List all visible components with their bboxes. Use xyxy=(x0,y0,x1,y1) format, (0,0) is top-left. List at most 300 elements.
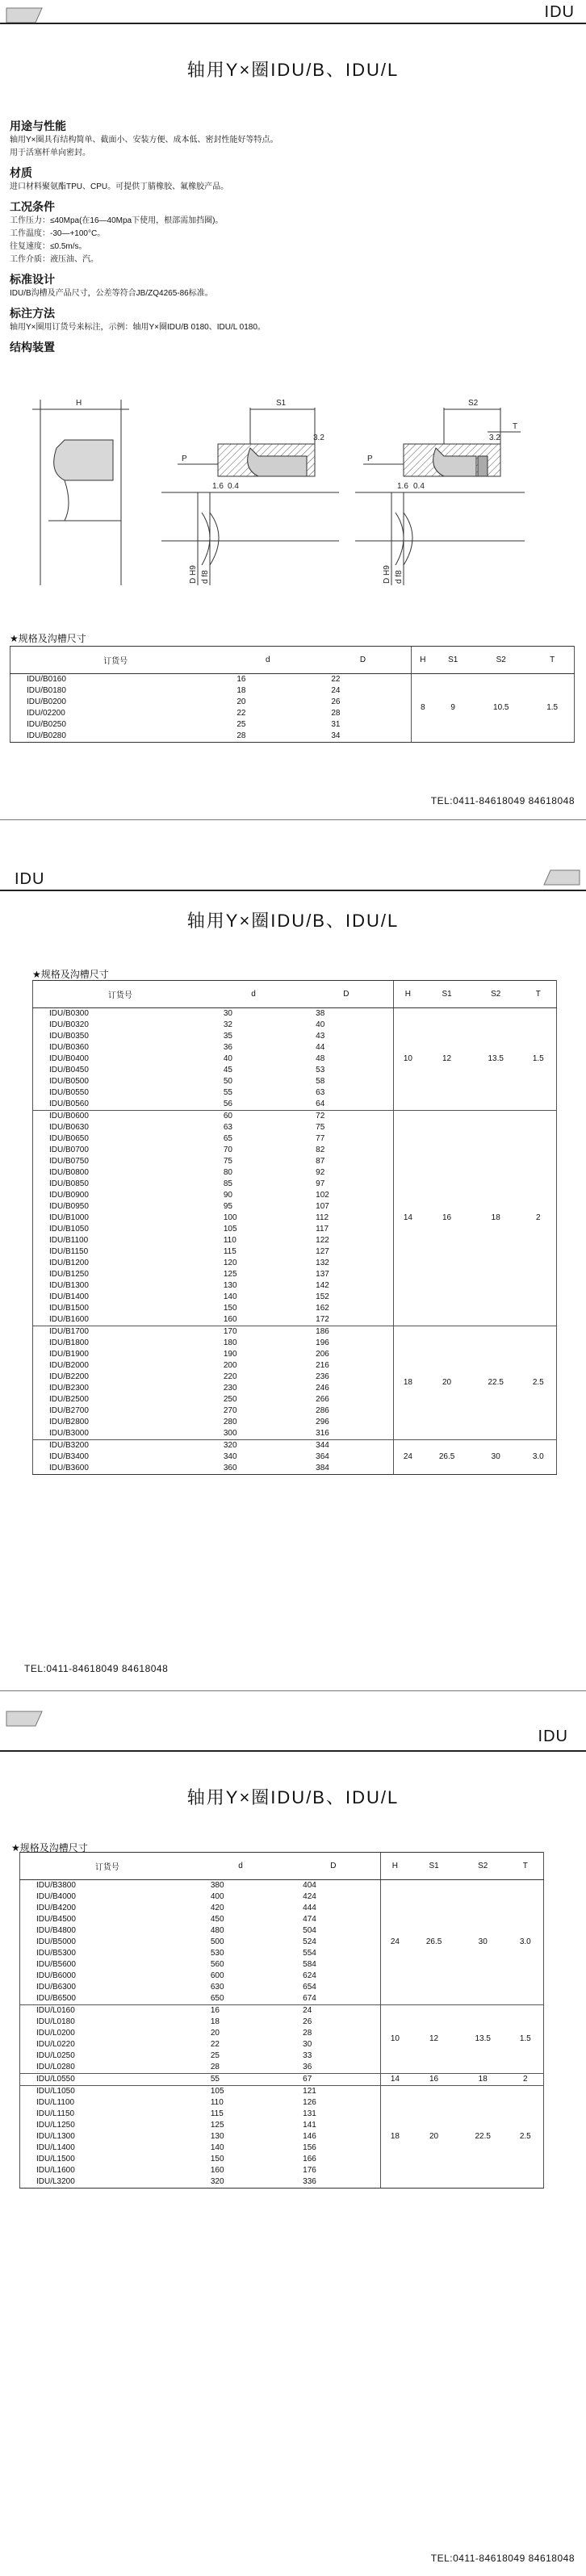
cell-order-no: IDU/B0160 xyxy=(10,674,221,686)
cell-S2: 22.5 xyxy=(471,1326,521,1440)
cell-order-no: IDU/B0300 xyxy=(33,1008,207,1020)
cell-d: 500 xyxy=(210,1937,224,1946)
cell-order-no: IDU/B0350 xyxy=(33,1031,207,1042)
cell-d: 170 xyxy=(207,1326,299,1338)
cell-order-no: IDU/B0250 xyxy=(10,719,221,731)
cell-D: 58 xyxy=(316,1077,325,1086)
header-H: H xyxy=(380,1853,409,1880)
cell-order-no: IDU/B0950 xyxy=(33,1201,207,1213)
dim-label-bore-2: D H9 xyxy=(383,565,391,584)
cell-D: 524 xyxy=(303,1937,316,1946)
cell-D: 142 xyxy=(316,1281,329,1290)
table-row xyxy=(20,2086,544,2098)
cell-S2: 18 xyxy=(471,1111,521,1326)
cell-H: 10 xyxy=(393,1008,422,1111)
cell-d: 200 xyxy=(223,1361,237,1370)
header-order-no: 订货号 xyxy=(33,981,207,1008)
text-marking: 轴用Y×圈用订货号来标注，示例：轴用Y×圈IDU/B 0180、IDU/L 0180。 xyxy=(10,323,266,332)
cell-D: 344 xyxy=(299,1440,393,1452)
cell-S2: 18 xyxy=(458,2074,508,2086)
cell-order-no: IDU/B0630 xyxy=(33,1122,207,1133)
cell-D: 186 xyxy=(299,1326,393,1338)
cell-order-no: IDU/B0700 xyxy=(33,1145,207,1156)
cell-D: 64 xyxy=(316,1100,325,1108)
cell-order-no: IDU/02200 xyxy=(10,708,221,719)
page-header xyxy=(0,1703,586,1752)
cell-order-no: IDU/L1250 xyxy=(20,2120,195,2131)
cell-H: 14 xyxy=(380,2074,409,2086)
cell-d: 22 xyxy=(236,709,246,718)
cell-order-no: IDU/B1800 xyxy=(33,1338,207,1349)
cell-d: 400 xyxy=(210,1892,224,1901)
cell-order-no: IDU/B1900 xyxy=(33,1349,207,1360)
page-header xyxy=(0,848,586,896)
table-row xyxy=(33,1008,557,1020)
header-D: D xyxy=(315,647,411,674)
cell-H: 18 xyxy=(380,2086,409,2189)
cell-D: 266 xyxy=(316,1395,329,1404)
cell-D: 236 xyxy=(316,1372,329,1381)
cell-S1: 16 xyxy=(422,1111,471,1326)
cell-d: 480 xyxy=(210,1926,224,1935)
cell-order-no: IDU/B1200 xyxy=(33,1258,207,1269)
cell-d: 40 xyxy=(223,1054,232,1063)
cell-D: 40 xyxy=(316,1020,325,1029)
cell-d: 65 xyxy=(223,1134,232,1143)
cell-order-no: IDU/B0400 xyxy=(33,1053,207,1065)
text-pressure: 工作压力：≤40Mpa(在16—40Mpa下使用，根部需加挡圈)。 xyxy=(10,216,224,225)
cell-S2: 10.5 xyxy=(471,674,530,743)
cell-d: 20 xyxy=(210,2029,220,2038)
cell-D: 48 xyxy=(316,1054,325,1063)
header-S2: S2 xyxy=(471,647,530,674)
cell-d: 650 xyxy=(210,1994,224,2003)
header-S1: S1 xyxy=(409,1853,458,1880)
cell-S2: 13.5 xyxy=(471,1008,521,1111)
cell-order-no: IDU/B1000 xyxy=(33,1213,207,1224)
cell-d: 60 xyxy=(207,1111,299,1123)
cell-d: 340 xyxy=(223,1452,237,1461)
cell-order-no: IDU/B3200 xyxy=(33,1440,207,1452)
cell-d: 300 xyxy=(223,1429,237,1438)
heading-marking: 标注方法 xyxy=(10,307,55,320)
cell-order-no: IDU/B5600 xyxy=(20,1959,195,1971)
cell-D: 504 xyxy=(303,1926,316,1935)
cell-d: 630 xyxy=(210,1983,224,1992)
cell-order-no: IDU/L3200 xyxy=(20,2176,195,2189)
cell-D: 404 xyxy=(287,1880,380,1892)
cell-D: 24 xyxy=(287,2005,380,2017)
cell-D: 316 xyxy=(316,1429,329,1438)
header-T: T xyxy=(530,647,574,674)
header-S1: S1 xyxy=(422,981,471,1008)
cell-d: 95 xyxy=(223,1202,232,1211)
cell-T: 2.5 xyxy=(521,1326,557,1440)
cell-D: 121 xyxy=(287,2086,380,2098)
cell-D: 34 xyxy=(315,731,411,743)
cell-D: 122 xyxy=(316,1236,329,1245)
cell-order-no: IDU/L0250 xyxy=(20,2050,195,2062)
cell-d: 18 xyxy=(210,2017,220,2026)
cell-D: 67 xyxy=(287,2074,380,2086)
dim-label-roughness-2: 3.2 xyxy=(489,434,500,442)
cell-order-no: IDU/B4800 xyxy=(20,1925,195,1937)
cell-order-no: IDU/L0200 xyxy=(20,2028,195,2039)
cell-D: 77 xyxy=(316,1134,325,1143)
header-d: d xyxy=(195,1853,287,1880)
dim-label-t: T xyxy=(513,422,518,431)
cell-T: 1.5 xyxy=(508,2005,544,2074)
header-S1: S1 xyxy=(434,647,471,674)
cell-D: 26 xyxy=(303,2017,312,2026)
cell-d: 85 xyxy=(223,1179,232,1188)
dim-label-radius-1: 0.4 xyxy=(228,482,239,491)
cell-d: 110 xyxy=(223,1236,236,1245)
cell-S1: 9 xyxy=(434,674,471,743)
cell-order-no: IDU/B0900 xyxy=(33,1190,207,1201)
cell-S2: 13.5 xyxy=(458,2005,508,2074)
header-T: T xyxy=(521,981,557,1008)
cell-order-no: IDU/B5300 xyxy=(20,1948,195,1959)
cell-D: 53 xyxy=(316,1066,325,1074)
cell-D: 102 xyxy=(316,1191,329,1200)
cell-D: 132 xyxy=(316,1259,329,1267)
cell-D: 654 xyxy=(303,1983,316,1992)
cell-d: 380 xyxy=(195,1880,287,1892)
cell-S1: 26.5 xyxy=(409,1880,458,2005)
cell-d: 160 xyxy=(223,1315,237,1324)
cell-d: 250 xyxy=(223,1395,237,1404)
cell-order-no: IDU/B0320 xyxy=(33,1020,207,1031)
section-title: ★规格及沟槽尺寸 xyxy=(32,969,109,980)
header-H: H xyxy=(411,647,434,674)
cell-D: 127 xyxy=(316,1247,329,1256)
cell-D: 336 xyxy=(287,2176,380,2189)
cell-D: 296 xyxy=(316,1418,329,1426)
cell-order-no: IDU/B0850 xyxy=(33,1179,207,1190)
cell-d: 560 xyxy=(210,1960,224,1969)
cell-D: 137 xyxy=(316,1270,329,1279)
header-S2: S2 xyxy=(471,981,521,1008)
cell-H: 24 xyxy=(380,1880,409,2005)
cell-D: 584 xyxy=(303,1960,316,1969)
cell-d: 150 xyxy=(223,1304,237,1313)
cell-D: 33 xyxy=(303,2051,312,2060)
cell-order-no: IDU/L1600 xyxy=(20,2165,195,2176)
spec-table-3 xyxy=(19,1852,544,2189)
cell-d: 320 xyxy=(207,1440,299,1452)
cell-D: 624 xyxy=(303,1971,316,1980)
table-row xyxy=(20,2074,544,2086)
cell-D: 131 xyxy=(303,2109,316,2118)
cell-d: 190 xyxy=(223,1350,237,1359)
dim-label-s1: S1 xyxy=(276,399,287,408)
text-speed: 往复速度：≤0.5m/s。 xyxy=(10,242,87,251)
cell-d: 45 xyxy=(223,1066,232,1074)
cell-order-no: IDU/B0280 xyxy=(10,731,221,743)
page-2 xyxy=(0,848,586,1695)
cell-order-no: IDU/B0450 xyxy=(33,1065,207,1076)
cell-S1: 12 xyxy=(409,2005,458,2074)
heading-conditions: 工况条件 xyxy=(10,200,55,213)
cell-T: 3.0 xyxy=(508,1880,544,2005)
cell-D: 444 xyxy=(303,1904,316,1912)
cell-d: 63 xyxy=(223,1123,232,1132)
cell-S2: 30 xyxy=(471,1440,521,1475)
cell-d: 105 xyxy=(195,2086,287,2098)
cell-d: 125 xyxy=(210,2121,224,2130)
cell-D: 87 xyxy=(316,1157,325,1166)
cell-d: 75 xyxy=(223,1157,232,1166)
cell-order-no: IDU/L1050 xyxy=(20,2086,195,2098)
table-row xyxy=(33,1326,557,1338)
cell-T: 1.5 xyxy=(530,674,574,743)
cell-d: 16 xyxy=(195,2005,287,2017)
text-temperature: 工作温度：-30—+100°C。 xyxy=(10,229,106,238)
cell-order-no: IDU/L1400 xyxy=(20,2142,195,2154)
cell-order-no: IDU/L0220 xyxy=(20,2039,195,2050)
cell-d: 450 xyxy=(210,1915,224,1924)
tel-line: TEL:0411-84618049 84618048 xyxy=(430,2553,575,2564)
cell-D: 364 xyxy=(316,1452,329,1461)
header-d: d xyxy=(220,647,315,674)
cell-D: 166 xyxy=(303,2155,316,2163)
cell-D: 172 xyxy=(316,1315,329,1324)
header-S2: S2 xyxy=(458,1853,508,1880)
dim-label-shaft-2: d f8 xyxy=(395,570,404,584)
cell-order-no: IDU/L0280 xyxy=(20,2062,195,2074)
cell-D: 38 xyxy=(299,1008,393,1020)
cell-S1: 20 xyxy=(422,1326,471,1440)
cell-order-no: IDU/B1400 xyxy=(33,1292,207,1303)
heading-material: 材质 xyxy=(10,166,32,179)
cell-d: 25 xyxy=(236,720,246,729)
intro-section xyxy=(10,113,284,355)
cell-H: 8 xyxy=(411,674,434,743)
cell-D: 176 xyxy=(303,2166,316,2175)
cell-order-no: IDU/B1250 xyxy=(33,1269,207,1280)
cell-order-no: IDU/B0500 xyxy=(33,1076,207,1087)
cell-d: 70 xyxy=(223,1146,232,1154)
table-row xyxy=(20,2005,544,2017)
cell-d: 230 xyxy=(223,1384,237,1393)
cell-D: 36 xyxy=(303,2063,312,2071)
cell-order-no: IDU/L0180 xyxy=(20,2017,195,2028)
cell-D: 216 xyxy=(316,1361,329,1370)
cell-d: 18 xyxy=(236,686,246,695)
spec-table-2 xyxy=(32,980,557,1475)
brand-label: IDU xyxy=(15,870,45,888)
cell-order-no: IDU/B2300 xyxy=(33,1383,207,1394)
cell-d: 28 xyxy=(220,731,315,743)
cell-T: 2 xyxy=(508,2074,544,2086)
cell-d: 36 xyxy=(223,1043,232,1052)
cell-d: 80 xyxy=(223,1168,232,1177)
cell-D: 112 xyxy=(316,1213,329,1222)
cell-D: 43 xyxy=(316,1032,325,1041)
cell-d: 320 xyxy=(195,2176,287,2189)
text-use: 轴用Y×圈具有结构简单、截面小、安装方便、成本低、密封性能好等特点。用于活塞杆单向密封。 xyxy=(10,136,278,157)
cell-D: 24 xyxy=(331,686,341,695)
cell-d: 140 xyxy=(210,2143,224,2152)
table-row xyxy=(33,1111,557,1123)
dim-label-shaft-1: d f8 xyxy=(201,570,210,584)
cell-D: 156 xyxy=(303,2143,316,2152)
dim-label-chamfer-1: 1.6 xyxy=(212,482,224,491)
cell-D: 286 xyxy=(316,1406,329,1415)
cell-order-no: IDU/B1300 xyxy=(33,1280,207,1292)
cell-S2: 22.5 xyxy=(458,2086,508,2189)
cell-order-no: IDU/B3600 xyxy=(33,1463,207,1475)
cell-d: 32 xyxy=(223,1020,232,1029)
cell-order-no: IDU/B0750 xyxy=(33,1156,207,1167)
cell-D: 146 xyxy=(303,2132,316,2141)
cell-T: 3.0 xyxy=(521,1440,557,1475)
cell-order-no: IDU/B0800 xyxy=(33,1167,207,1179)
cell-order-no: IDU/B0550 xyxy=(33,1087,207,1099)
cell-d: 130 xyxy=(223,1281,237,1290)
cell-D: 474 xyxy=(303,1915,316,1924)
dim-label-p1: P xyxy=(182,454,187,463)
cell-order-no: IDU/B3800 xyxy=(20,1880,195,1892)
page-title: 轴用Y×圈IDU/B、IDU/L xyxy=(186,911,400,931)
cell-order-no: IDU/L0160 xyxy=(20,2005,195,2017)
table-row xyxy=(33,1440,557,1452)
cell-order-no: IDU/B0180 xyxy=(10,685,221,697)
header-order-no: 订货号 xyxy=(20,1853,195,1880)
cell-S1: 26.5 xyxy=(422,1440,471,1475)
table-row xyxy=(10,674,575,686)
cell-d: 16 xyxy=(220,674,315,686)
cell-d: 150 xyxy=(210,2155,224,2163)
cell-d: 280 xyxy=(223,1418,237,1426)
cell-d: 110 xyxy=(210,2098,224,2107)
cell-d: 125 xyxy=(223,1270,237,1279)
cell-S1: 20 xyxy=(409,2086,458,2189)
cell-S1: 12 xyxy=(422,1008,471,1111)
header-D: D xyxy=(299,981,393,1008)
cell-d: 160 xyxy=(210,2166,224,2175)
cell-D: 26 xyxy=(331,697,341,706)
cell-order-no: IDU/B4200 xyxy=(20,1903,195,1914)
cell-d: 130 xyxy=(210,2132,224,2141)
heading-standard: 标准设计 xyxy=(10,273,55,286)
cell-D: 162 xyxy=(316,1304,329,1313)
cell-order-no: IDU/B6300 xyxy=(20,1982,195,1993)
cell-order-no: IDU/L1300 xyxy=(20,2131,195,2142)
cell-D: 246 xyxy=(316,1384,329,1393)
dim-label-bore-1: D H9 xyxy=(189,565,198,584)
cell-T: 2.5 xyxy=(508,2086,544,2189)
cell-order-no: IDU/B2200 xyxy=(33,1372,207,1383)
cell-d: 100 xyxy=(223,1213,237,1222)
cell-order-no: IDU/B1150 xyxy=(33,1246,207,1258)
cell-D: 554 xyxy=(303,1949,316,1958)
cell-order-no: IDU/B2700 xyxy=(33,1405,207,1417)
cell-d: 25 xyxy=(210,2051,220,2060)
tel-line: TEL:0411-84618049 84618048 xyxy=(24,1663,169,1674)
header-T: T xyxy=(508,1853,544,1880)
text-standard: IDU/B沟槽及产品尺寸，公差等符合JB/ZQ4265-86标准。 xyxy=(10,289,213,298)
page-3 xyxy=(0,1703,586,2576)
cell-D: 384 xyxy=(299,1463,393,1475)
cell-S1: 16 xyxy=(409,2074,458,2086)
cell-d: 20 xyxy=(236,697,246,706)
cell-D: 126 xyxy=(303,2098,316,2107)
cell-order-no: IDU/B6500 xyxy=(20,1993,195,2005)
cell-d: 90 xyxy=(223,1191,232,1200)
dim-label-s2: S2 xyxy=(468,399,479,408)
seal-structure-diagram xyxy=(16,392,533,593)
cell-order-no: IDU/B0360 xyxy=(33,1042,207,1053)
text-material: 进口材料聚氨酯TPU、CPU。可提供丁腈橡胶、氟橡胶产品。 xyxy=(10,182,229,191)
page-header xyxy=(0,0,586,32)
cell-order-no: IDU/B4000 xyxy=(20,1891,195,1903)
table-row xyxy=(20,1880,544,1892)
cell-order-no: IDU/B2000 xyxy=(33,1360,207,1372)
tel-line: TEL:0411-84618049 84618048 xyxy=(430,795,575,806)
header-D: D xyxy=(287,1853,380,1880)
header-order-no: 订货号 xyxy=(10,647,221,674)
cell-d: 220 xyxy=(223,1372,237,1381)
cell-order-no: IDU/B4500 xyxy=(20,1914,195,1925)
cell-order-no: IDU/B5000 xyxy=(20,1937,195,1948)
section-title: ★规格及沟槽尺寸 xyxy=(10,633,86,644)
cell-order-no: IDU/B0200 xyxy=(10,697,221,708)
brand-label: IDU xyxy=(544,3,575,21)
cell-order-no: IDU/B3400 xyxy=(33,1451,207,1463)
cell-d: 530 xyxy=(210,1949,224,1958)
cell-D: 31 xyxy=(331,720,341,729)
cell-D: 107 xyxy=(316,1202,329,1211)
cell-D: 63 xyxy=(316,1088,325,1097)
cell-order-no: IDU/B1050 xyxy=(33,1224,207,1235)
cell-order-no: IDU/L0550 xyxy=(20,2074,195,2086)
cell-d: 420 xyxy=(210,1904,224,1912)
cell-order-no: IDU/L1150 xyxy=(20,2109,195,2120)
cell-D: 28 xyxy=(303,2029,312,2038)
cell-H: 18 xyxy=(393,1326,422,1440)
cell-order-no: IDU/B0600 xyxy=(33,1111,207,1123)
spec-table-1 xyxy=(10,646,575,743)
cell-T: 1.5 xyxy=(521,1008,557,1111)
cell-order-no: IDU/B2500 xyxy=(33,1394,207,1405)
page-title: 轴用Y×圈IDU/B、IDU/L xyxy=(186,1787,400,1807)
cell-d: 55 xyxy=(223,1088,232,1097)
cell-d: 120 xyxy=(223,1259,237,1267)
cell-D: 44 xyxy=(316,1043,325,1052)
cell-D: 82 xyxy=(316,1146,325,1154)
cell-H: 24 xyxy=(393,1440,422,1475)
cell-order-no: IDU/B2800 xyxy=(33,1417,207,1428)
heading-structure: 结构装置 xyxy=(10,341,55,354)
cell-d: 35 xyxy=(223,1032,232,1041)
cell-order-no: IDU/L1500 xyxy=(20,2154,195,2165)
cell-d: 360 xyxy=(207,1463,299,1475)
dim-label-radius-2: 0.4 xyxy=(413,482,425,491)
dim-label-p2: P xyxy=(367,454,373,463)
cell-d: 600 xyxy=(210,1971,224,1980)
cell-d: 115 xyxy=(223,1247,236,1256)
cell-order-no: IDU/B1600 xyxy=(33,1314,207,1326)
cell-order-no: IDU/B0560 xyxy=(33,1099,207,1111)
brand-tab-icon xyxy=(542,867,581,888)
cell-order-no: IDU/B1500 xyxy=(33,1303,207,1314)
cell-d: 28 xyxy=(210,2063,220,2071)
page-1 xyxy=(0,0,586,840)
text-medium: 工作介质：液压油、汽。 xyxy=(10,255,98,264)
section-title: ★规格及沟槽尺寸 xyxy=(11,1842,88,1853)
